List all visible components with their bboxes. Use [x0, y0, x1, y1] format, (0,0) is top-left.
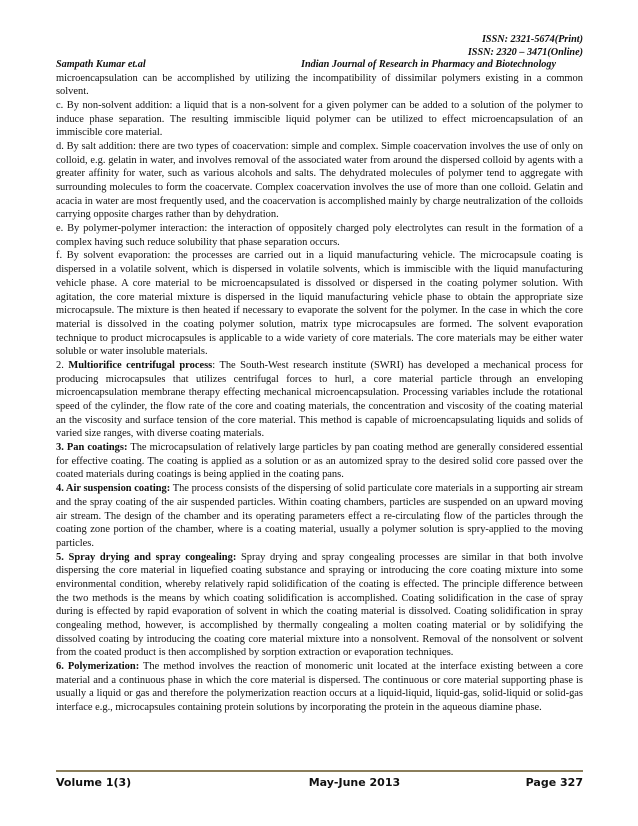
paragraph-polymerization [56, 660, 583, 715]
section-number: 2. [56, 359, 69, 371]
running-head [56, 59, 583, 72]
paragraph-text: microencapsulation can be accomplished by utilizing the incompatibility of dissimilar polymers existing in a common solvent. [56, 72, 583, 98]
section-heading: 3. Pan coatings: [56, 442, 128, 454]
paragraph-text: Spray drying and spray congealing processes are similar in that both involve dispersing the core material in liquefied coating substance and spraying or introducing the core coating mixture into some environmental condition, whereby relatively rapid solidification of the coating is effected. The principle difference between the two methods is the means by which coating solidification is accomplished. Coating solidification in the case of spray during is effected by rapid evaporation of solvent in which the coating material is dissolved. Coating solidification in spray congealing method, however, is accomplished by thermally congealing a molten coating material or by solidifying the dissolved coating by introducing the coating core material mixture into a nonsolvent. Removal of the nonsolvent or solvent from the coated product is then accomplished by sorption extraction or evaporation techniques. [56, 551, 583, 659]
footer-divider [56, 770, 583, 772]
author-name: Sampath Kumar et.al [56, 59, 146, 70]
paragraph-text: : The South-West research institute (SWRI) has developed a mechanical process for producing microcapsules that utilizes centrifugal forces to hurl, a core material particle through an enveloping microencapsulation membrane therapy effecting mechanical microencapsulation. Processing variables include the rotational speed of the cylinder, the flow rate of the core and coating materials, the concentration and viscosity of the coating material an the viscosity and surface tension of the core material. This method is capable of microencapsulating liquids and solids of varied size ranges, with diverse coating materials. [56, 359, 583, 440]
paragraph-text: f. By solvent evaporation: the processes are carried out in a liquid manufacturing vehicle. The microcapsule coating is dispersed in a volatile solvent, which is dispersed in volatile solvents, which is immiscible with the liquid manufacturing vehicle phase. A core material to be microencapsulated is dissolved or dispersed in the coating polymer solution. With agitation, the core material mixture is dispersed in the liquid manufacturing vehicle phase to obtain the appropriate size microcapsule. The mixture is then heated if necessary to evaporate the solvent for the polymer. In the case in which the core material is dissolved in the coating polymer solution, matrix type microcapsules are formed. The solvent evaporation technique to product microcapsules is applicable to a wide variety of core materials. The core materials may be either water soluble or water insoluble materials. [56, 250, 583, 358]
issue-date: May-June 2013 [308, 776, 401, 789]
paragraph-pan-coatings [56, 441, 583, 482]
paragraph-text: The microcapsulation of relatively large particles by pan coating method are generally considered essential for effective coating. The coating is applied as a solution or as an automized spray to the desired solid core passed over the coated materials during coatings is being applied in the coating pans. [56, 442, 583, 481]
paragraph-polymer-interaction [56, 222, 583, 249]
paragraph-air-suspension [56, 482, 583, 550]
paragraph-text: The method involves the reaction of monomeric unit located at the interface existing between a core material and a continuous phase in which the core material is dispersed. The continuous or core material supporting phase is usually a liquid or gas and therefore the polymerization reaction occurs at a liquid-liquid, liquid-gas, solid-liquid or solid-gas interface e.g., microcapsules containing protein solutions by incorporating the protein in the aqueous diamine phase. [56, 661, 583, 714]
page-footer [56, 776, 583, 790]
issn-online: ISSN: 2320 – 3471(Online) [467, 46, 583, 58]
volume-label: Volume 1(3) [56, 776, 132, 789]
article-body [56, 72, 583, 715]
issn-print: ISSN: 2321-5674(Print) [481, 34, 583, 45]
journal-page [56, 34, 583, 715]
paragraph-solvent-evaporation [56, 249, 583, 359]
paragraph-multiorifice-centrifugal [56, 359, 583, 441]
paragraph-non-solvent-addition [56, 99, 583, 140]
paragraph-text: c. By non-solvent addition: a liquid that is a non-solvent for a given polymer can be added to a solution of the polymer to induce phase separation. The resulting immiscible liquid polymer can be utilized to effect microencapsulation of an immiscible core material. [56, 99, 583, 139]
paragraph-text: d. By salt addition: there are two types of coacervation: simple and complex. Simple coacervation involves the use of only on colloid, e.g. gelatin in water, and involves removal of the associated water from around the dispersed colloid by agents with a greater affinity for water, such as various alcohols and salts. The dehydrated molecules of polymer tend to aggregate with surrounding molecules to form the coacervate. Complex coacervation involves the use of more than one colloid. Gelatin and acacia in water are most frequently used, and the coacervation is accomplished mainly by charge neutralization of the colloids carrying opposite charges rather than by dehydration. [56, 140, 583, 221]
section-heading: 5. Spray drying and spray congealing: [56, 551, 237, 563]
section-heading: 6. Polymerization: [56, 661, 140, 673]
section-heading: Multiorifice centrifugal process [68, 359, 213, 371]
paragraph-spray-drying [56, 551, 583, 661]
section-heading: 4. Air suspension coating: [56, 483, 171, 495]
page-number: Page 327 [525, 776, 583, 789]
paragraph-text: The process consists of the dispersing of solid particulate core materials in a supporting air stream and the spray coating of the air suspended particles. Within coating chambers, particles are suspended on an upward moving air stream. The design of the chamber and its operating parameters effect a re-circulating flow of the particles through the coating zone portion of the chamber, where is a coating material, usually a polymer solution is spry-applied to the moving particles. [56, 483, 584, 549]
paragraph-intro [56, 72, 583, 99]
paragraph-salt-addition [56, 140, 583, 222]
paragraph-text: e. By polymer-polymer interaction: the interaction of oppositely charged poly electrolytes can result in the formation of a complex having such reduce solubility that phase separation occurs. [56, 223, 583, 248]
journal-title: Indian Journal of Research in Pharmacy and Biotechnology [300, 59, 556, 70]
